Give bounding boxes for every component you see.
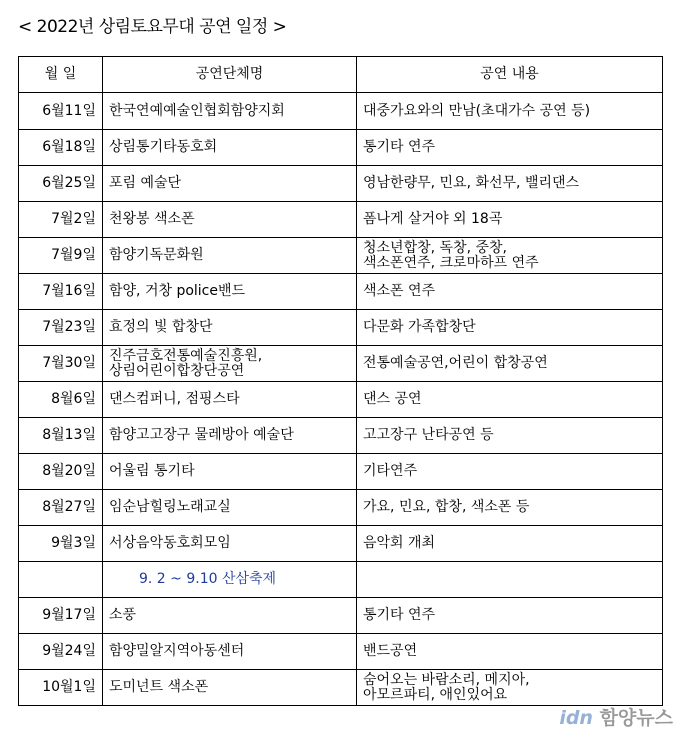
content-cell: 전통예술공연,어린이 합창공연	[357, 346, 663, 382]
table-row	[19, 670, 663, 706]
header-content: 공연 내용	[357, 57, 663, 93]
content-cell: 고고장구 난타공연 등	[357, 418, 663, 454]
group-cell: 함양, 거창 police밴드	[103, 274, 357, 310]
date-cell: 7월16일	[19, 274, 103, 310]
table-row	[19, 454, 663, 490]
date-cell: 8월13일	[19, 418, 103, 454]
content-cell: 댄스 공연	[357, 382, 663, 418]
content-cell: 음악회 개최	[357, 526, 663, 562]
group-cell: 댄스컴퍼니, 점핑스타	[103, 382, 357, 418]
date-cell: 7월30일	[19, 346, 103, 382]
header-group: 공연단체명	[103, 57, 357, 93]
group-cell: 소풍	[103, 598, 357, 634]
date-cell: 6월25일	[19, 166, 103, 202]
date-cell: 9월24일	[19, 634, 103, 670]
content-cell: 밴드공연	[357, 634, 663, 670]
table-row	[19, 310, 663, 346]
header-row	[19, 57, 663, 93]
group-cell: 효정의 빛 합창단	[103, 310, 357, 346]
festival-cell: 9. 2 ~ 9.10 산삼축제	[103, 562, 357, 598]
content-cell: 청소년합창, 독창, 중창, 색소폰연주, 크로마하프 연주	[357, 238, 663, 274]
date-cell: 8월20일	[19, 454, 103, 490]
table-row	[19, 93, 663, 130]
table-row	[19, 418, 663, 454]
group-cell: 도미넌트 색소폰	[103, 670, 357, 706]
table-row	[19, 202, 663, 238]
date-cell: 7월23일	[19, 310, 103, 346]
date-cell: 6월11일	[19, 93, 103, 130]
table-row	[19, 598, 663, 634]
schedule-table	[18, 56, 663, 706]
content-cell: 숨어오는 바람소리, 메지아, 아모르파티, 애인있어요	[357, 670, 663, 706]
content-cell: 통기타 연주	[357, 598, 663, 634]
festival-row	[19, 562, 663, 598]
date-cell: 7월9일	[19, 238, 103, 274]
date-cell: 10월1일	[19, 670, 103, 706]
content-cell: 가요, 민요, 합창, 색소폰 등	[357, 490, 663, 526]
date-cell: 7월2일	[19, 202, 103, 238]
page-title: < 2022년 상림토요무대 공연 일정 >	[18, 17, 287, 37]
table-row	[19, 346, 663, 382]
group-cell: 포림 예술단	[103, 166, 357, 202]
date-cell: 6월18일	[19, 130, 103, 166]
content-cell: 다문화 가족합창단	[357, 310, 663, 346]
content-cell	[357, 562, 663, 598]
watermark-text: 함양뉴스	[599, 707, 673, 729]
watermark	[559, 703, 673, 730]
content-cell: 색소폰 연주	[357, 274, 663, 310]
date-cell	[19, 562, 103, 598]
table-row	[19, 274, 663, 310]
content-cell: 대중가요와의 만남(초대가수 공연 등)	[357, 93, 663, 130]
group-cell: 임순남힐링노래교실	[103, 490, 357, 526]
group-cell: 함양밀알지역아동센터	[103, 634, 357, 670]
table-row	[19, 490, 663, 526]
group-cell: 서상음악동호회모임	[103, 526, 357, 562]
table-row	[19, 238, 663, 274]
date-cell: 9월17일	[19, 598, 103, 634]
group-cell: 어울림 통기타	[103, 454, 357, 490]
content-cell: 영남한량무, 민요, 화선무, 밸리댄스	[357, 166, 663, 202]
table-row	[19, 526, 663, 562]
date-cell: 8월6일	[19, 382, 103, 418]
header-date: 월 일	[19, 57, 103, 93]
content-cell: 기타연주	[357, 454, 663, 490]
group-cell: 함양기독문화원	[103, 238, 357, 274]
group-cell: 상림통기타동호회	[103, 130, 357, 166]
table-row	[19, 130, 663, 166]
group-cell: 한국연예예술인협회함양지회	[103, 93, 357, 130]
date-cell: 8월27일	[19, 490, 103, 526]
content-cell: 폼나게 살거야 외 18곡	[357, 202, 663, 238]
table-row	[19, 382, 663, 418]
content-cell: 통기타 연주	[357, 130, 663, 166]
date-cell: 9월3일	[19, 526, 103, 562]
group-cell: 진주금호전통예술진흥원, 상림어린이합창단공연	[103, 346, 357, 382]
table-row	[19, 166, 663, 202]
group-cell: 천왕봉 색소폰	[103, 202, 357, 238]
watermark-logo: idn	[559, 707, 593, 729]
group-cell: 함양고고장구 물레방아 예술단	[103, 418, 357, 454]
table-row	[19, 634, 663, 670]
